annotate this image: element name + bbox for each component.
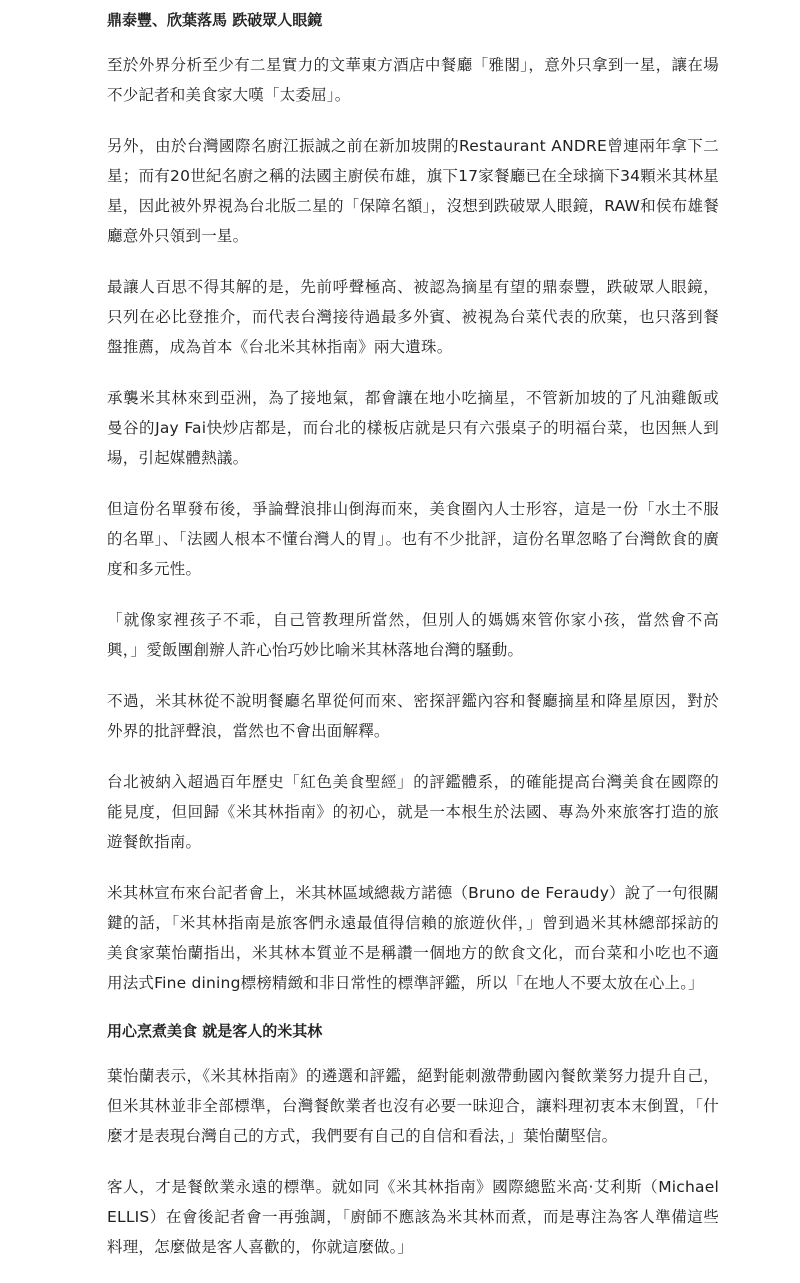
paragraph-andre-robuchon: 另外，由於台灣國際名廚江振誠之前在新加坡開的Restaurant ANDRE曾連兩年拿下二星；而有20世紀名廚之稱的法國主廚侯布雄，旗下17家餐廳已在全球摘下34顆米其林星星，因此被外界視為台北版二星的「保障名額」，沒想到跌破眾人眼鏡，RAW和侯布雄餐廳意外只領到一星。 bbox=[107, 137, 719, 245]
paragraph-street-food: 承襲米其林來到亞洲，為了接地氣，都會讓在地小吃摘星，不管新加坡的了凡油雞飯或曼谷的Jay Fai快炒店都是，而台北的樣板店就是只有六張桌子的明福台菜，也因無人到場，引起媒體熱議。 bbox=[107, 389, 719, 467]
paragraph-dintaifung-shinyeh: 最讓人百思不得其解的是，先前呼聲極高、被認為摘星有望的鼎泰豐，跌破眾人眼鏡，只列在必比登推介，而代表台灣接待過最多外賓、被視為台菜代表的欣葉，也只落到餐盤推薦，成為首本《台北米其林指南》兩大遺珠。 bbox=[107, 278, 719, 356]
paragraph-customer-standard: 客人，才是餐飲業永遠的標準。就如同《米其林指南》國際總監米高·艾利斯（Michael ELLIS）在會後記者會一再強調，「廚師不應該為米其林而煮，而是專注為客人準備這些料理，怎麼做是客人喜歡的，你就這麼做。」 bbox=[107, 1178, 719, 1256]
paragraph-analogy-quote: 「就像家裡孩子不乖，自己管教理所當然，但別人的媽媽來管你家小孩，當然會不高興，」愛飯團創辦人許心怡巧妙比喻米其林落地台灣的騷動。 bbox=[107, 611, 719, 659]
paragraph-yeh-yilan: 葉怡蘭表示，《米其林指南》的遴選和評鑑，絕對能刺激帶動國內餐飲業努力提升自己，但米其林並非全部標準，台灣餐飲業者也沒有必要一昧迎合，讓料理初衷本末倒置，「什麼才是表現台灣自己的方式，我們要有自己的自信和看法，」葉怡蘭堅信。 bbox=[107, 1067, 719, 1145]
section-heading-customer-michelin: 用心烹煮美食 就是客人的米其林 bbox=[107, 1022, 323, 1040]
article-body bbox=[107, 8, 719, 1283]
paragraph-no-explanation: 不過，米其林從不說明餐廳名單從何而來、密探評鑑內容和餐廳摘星和降星原因，對於外界的批評聲浪，當然也不會出面解釋。 bbox=[107, 692, 719, 740]
paragraph-yage: 至於外界分析至少有二星實力的文華東方酒店中餐廳「雅閣」，意外只拿到一星，讓在場不少記者和美食家大嘆「太委屈」。 bbox=[107, 56, 719, 104]
section-heading-dintaifung: 鼎泰豐、欣葉落馬 跌破眾人眼鏡 bbox=[107, 11, 323, 29]
paragraph-press-conference: 米其林宣布來台記者會上，米其林區域總裁方諾德（Bruno de Feraudy）說了一句很關鍵的話，「米其林指南是旅客們永遠最值得信賴的旅遊伙伴，」曾到過米其林總部採訪的美食家葉怡蘭指出，米其林本質並不是稱讚一個地方的飲食文化，而台菜和小吃也不適用法式Fine dining標榜精緻和非日常性的標準評鑑，所以「在地人不要太放在心上。」 bbox=[107, 884, 719, 992]
paragraph-criticism: 但這份名單發布後，爭論聲浪排山倒海而來，美食圈內人士形容，這是一份「水土不服的名單」、「法國人根本不懂台灣人的胃」。也有不少批評，這份名單忽略了台灣飲食的廣度和多元性。 bbox=[107, 500, 719, 578]
paragraph-red-guide: 台北被納入超過百年歷史「紅色美食聖經」的評鑑體系，的確能提高台灣美食在國際的能見度，但回歸《米其林指南》的初心，就是一本根生於法國、專為外來旅客打造的旅遊餐飲指南。 bbox=[107, 773, 719, 851]
